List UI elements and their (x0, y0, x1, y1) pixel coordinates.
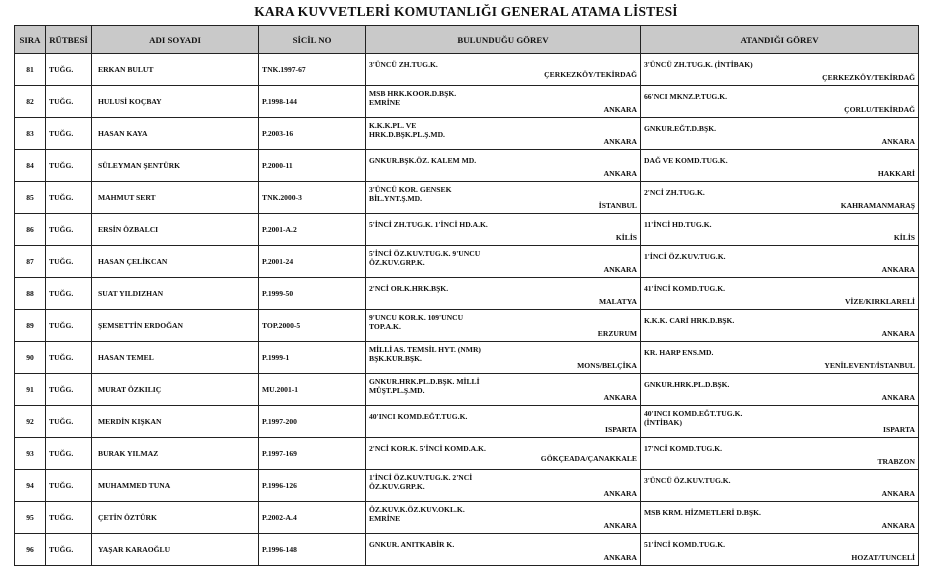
cell-rutbe: TUĞG. (46, 150, 92, 182)
cell-sira: 86 (15, 214, 46, 246)
cell-bulundugu-gorev-line-1: K.K.K.PL. VE (369, 121, 417, 130)
cell-atandigi-gorev-line-1: 3'ÜNCÜ ZH.TUG.K. (İNTİBAK) (644, 60, 753, 69)
cell-bulundugu-gorev-title (369, 345, 481, 363)
cell-atandigi-gorev-line-1: 2'NCİ ZH.TUG.K. (644, 188, 705, 197)
cell-sira: 83 (15, 118, 46, 150)
cell-atandigi-gorev-location: YENİLEVENT/İSTANBUL (824, 361, 915, 370)
cell-bulundugu-gorev-title (369, 505, 465, 523)
cell-bulundugu-gorev (366, 438, 641, 470)
cell-atandigi-gorev-title (644, 220, 712, 229)
cell-atandigi-gorev-location: ANKARA (881, 489, 915, 498)
table-row (15, 406, 919, 438)
cell-bulundugu-gorev-title (369, 185, 452, 203)
cell-bulundugu-gorev (366, 374, 641, 406)
cell-ad-soyadi: SÜLEYMAN ŞENTÜRK (92, 150, 259, 182)
cell-bulundugu-gorev (366, 278, 641, 310)
cell-atandigi-gorev-line-1: GNKUR.EĞT.D.BŞK. (644, 124, 717, 133)
cell-bulundugu-gorev-title (369, 412, 467, 421)
cell-bulundugu-gorev-location: İSTANBUL (598, 201, 637, 210)
cell-bulundugu-gorev-line-1: ÖZ.KUV.K.ÖZ.KUV.OKL.K. (369, 505, 465, 514)
cell-ad-soyadi: BURAK YILMAZ (92, 438, 259, 470)
cell-rutbe: TUĞG. (46, 278, 92, 310)
cell-rutbe: TUĞG. (46, 374, 92, 406)
cell-bulundugu-gorev-title (369, 156, 476, 165)
cell-atandigi-gorev-line-1: 3'ÜNCÜ ÖZ.KUV.TUG.K. (644, 476, 731, 485)
table-row (15, 86, 919, 118)
cell-atandigi-gorev-location: ANKARA (881, 329, 915, 338)
cell-bulundugu-gorev-line-2: MÜŞT.PL.Ş.MD. (369, 386, 425, 395)
cell-bulundugu-gorev-line-2: EMRİNE (369, 514, 401, 523)
cell-atandigi-gorev-title (644, 540, 725, 549)
cell-rutbe: TUĞG. (46, 502, 92, 534)
cell-sira: 92 (15, 406, 46, 438)
cell-sira: 81 (15, 54, 46, 86)
cell-sicil-no: P.2000-11 (259, 150, 366, 182)
cell-sicil-no: MU.2001-1 (259, 374, 366, 406)
cell-ad-soyadi: ÇETİN ÖZTÜRK (92, 502, 259, 534)
cell-bulundugu-gorev-location: GÖKÇEADA/ÇANAKKALE (540, 454, 637, 463)
cell-sicil-no: TOP.2000-5 (259, 310, 366, 342)
cell-bulundugu-gorev (366, 86, 641, 118)
cell-atandigi-gorev (641, 406, 919, 438)
cell-atandigi-gorev-line-1: KR. HARP ENS.MD. (644, 348, 714, 357)
cell-ad-soyadi: MUHAMMED TUNA (92, 470, 259, 502)
cell-atandigi-gorev-line-1: 11'İNCİ HD.TUG.K. (644, 220, 712, 229)
cell-bulundugu-gorev (366, 534, 641, 566)
cell-atandigi-gorev (641, 534, 919, 566)
cell-atandigi-gorev (641, 470, 919, 502)
header-sira: SIRA (15, 26, 46, 54)
cell-atandigi-gorev-location: ANKARA (881, 137, 915, 146)
cell-bulundugu-gorev-line-2: ÖZ.KUV.GRP.K. (369, 258, 425, 267)
cell-bulundugu-gorev-title (369, 540, 454, 549)
cell-atandigi-gorev-title (644, 92, 727, 101)
cell-atandigi-gorev-line-1: 66'NCI MKNZ.P.TUG.K. (644, 92, 728, 101)
cell-bulundugu-gorev-line-1: GNKUR. ANITKABİR K. (369, 540, 455, 549)
cell-bulundugu-gorev-title (369, 473, 472, 491)
cell-sicil-no: P.1997-169 (259, 438, 366, 470)
table-row (15, 342, 919, 374)
cell-bulundugu-gorev-line-1: 2'NCİ KOR.K. 5'İNCİ KOMD.A.K. (369, 444, 486, 453)
table-row (15, 150, 919, 182)
cell-rutbe: TUĞG. (46, 438, 92, 470)
cell-bulundugu-gorev-location: ERZURUM (597, 329, 637, 338)
cell-atandigi-gorev-location: HOZAT/TUNCELİ (851, 553, 915, 562)
cell-atandigi-gorev-location: ÇERKEZKÖY/TEKİRDAĞ (822, 73, 915, 82)
header-atandigi-gorev: ATANDIĞI GÖREV (641, 26, 919, 54)
cell-ad-soyadi: HASAN KAYA (92, 118, 259, 150)
cell-bulundugu-gorev (366, 406, 641, 438)
cell-atandigi-gorev (641, 246, 919, 278)
cell-bulundugu-gorev-line-2: ÖZ.KUV.GRP.K. (369, 482, 425, 491)
cell-atandigi-gorev-line-1: GNKUR.HRK.PL.D.BŞK. (644, 380, 730, 389)
cell-atandigi-gorev-title (644, 380, 729, 389)
cell-bulundugu-gorev (366, 310, 641, 342)
cell-bulundugu-gorev (366, 150, 641, 182)
cell-sira: 94 (15, 470, 46, 502)
table-row (15, 54, 919, 86)
cell-atandigi-gorev-line-1: 17'NCİ KOMD.TUG.K. (644, 444, 723, 453)
document-title: KARA KUVVETLERİ KOMUTANLIĞI GENERAL ATAMA LİSTESİ (254, 4, 678, 19)
table-row (15, 374, 919, 406)
cell-bulundugu-gorev-title (369, 249, 480, 267)
cell-rutbe: TUĞG. (46, 182, 92, 214)
cell-bulundugu-gorev-title (369, 284, 448, 293)
table-row (15, 310, 919, 342)
cell-atandigi-gorev-title (644, 156, 728, 165)
cell-bulundugu-gorev-title (369, 89, 456, 107)
cell-bulundugu-gorev-line-1: 3'ÜNCÜ KOR. GENSEK (369, 185, 452, 194)
cell-ad-soyadi: ŞEMSETTİN ERDOĞAN (92, 310, 259, 342)
cell-bulundugu-gorev-title (369, 220, 488, 229)
cell-sira: 89 (15, 310, 46, 342)
cell-atandigi-gorev-title (644, 409, 742, 427)
cell-rutbe: TUĞG. (46, 246, 92, 278)
cell-sicil-no: P.2001-A.2 (259, 214, 366, 246)
cell-atandigi-gorev-location: TRABZON (877, 457, 915, 466)
header-sicil-no: SİCİL NO (259, 26, 366, 54)
table-header (15, 26, 919, 54)
cell-ad-soyadi: MERDİN KIŞKAN (92, 406, 259, 438)
cell-bulundugu-gorev-location: ISPARTA (605, 425, 637, 434)
cell-bulundugu-gorev-line-2: BŞK.KUR.BŞK. (369, 354, 422, 363)
header-ad-soyadi: ADI SOYADI (92, 26, 259, 54)
cell-ad-soyadi: HASAN ÇELİKCAN (92, 246, 259, 278)
cell-bulundugu-gorev-line-1: MİLLİ AS. TEMSİL HYT. (NMR) (369, 345, 481, 354)
cell-sicil-no: P.1999-50 (259, 278, 366, 310)
cell-atandigi-gorev-title (644, 252, 726, 261)
cell-bulundugu-gorev-location: MONS/BELÇİKA (577, 361, 637, 370)
table-row (15, 246, 919, 278)
cell-atandigi-gorev-line-1: 41'İNCİ KOMD.TUG.K. (644, 284, 726, 293)
cell-atandigi-gorev-line-1: 1'İNCİ ÖZ.KUV.TUG.K. (644, 252, 726, 261)
cell-sicil-no: P.2003-16 (259, 118, 366, 150)
cell-bulundugu-gorev-title (369, 313, 463, 331)
cell-atandigi-gorev-line-1: 40'INCI KOMD.EĞT.TUG.K. (644, 409, 743, 418)
cell-bulundugu-gorev-line-1: 9'UNCU KOR.K. 109'UNCU (369, 313, 464, 322)
cell-bulundugu-gorev-line-1: 2'NCİ OR.K.HRK.BŞK. (369, 284, 449, 293)
assignment-table (14, 25, 919, 566)
header-bulundugu-gorev: BULUNDUĞU GÖREV (366, 26, 641, 54)
cell-ad-soyadi: HULUSİ KOÇBAY (92, 86, 259, 118)
cell-rutbe: TUĞG. (46, 310, 92, 342)
cell-bulundugu-gorev-location: ANKARA (603, 137, 637, 146)
cell-bulundugu-gorev-title (369, 60, 438, 69)
table-row (15, 182, 919, 214)
table-row (15, 534, 919, 566)
cell-bulundugu-gorev-line-1: MSB HRK.KOOR.D.BŞK. (369, 89, 457, 98)
cell-bulundugu-gorev-location: ANKARA (603, 169, 637, 178)
cell-bulundugu-gorev (366, 214, 641, 246)
cell-atandigi-gorev-title (644, 60, 753, 69)
cell-atandigi-gorev-title (644, 348, 713, 357)
cell-bulundugu-gorev-line-1: 3'ÜNCÜ ZH.TUG.K. (369, 60, 438, 69)
cell-bulundugu-gorev (366, 342, 641, 374)
cell-atandigi-gorev-location: HAKKARİ (877, 169, 915, 178)
cell-sira: 96 (15, 534, 46, 566)
cell-bulundugu-gorev-line-1: 40'INCI KOMD.EĞT.TUG.K. (369, 412, 468, 421)
cell-rutbe: TUĞG. (46, 470, 92, 502)
cell-atandigi-gorev-line-1: 51'İNCİ KOMD.TUG.K. (644, 540, 726, 549)
table-row (15, 438, 919, 470)
cell-sira: 95 (15, 502, 46, 534)
cell-atandigi-gorev-location: KİLİS (893, 233, 915, 242)
cell-atandigi-gorev-title (644, 476, 731, 485)
cell-rutbe: TUĞG. (46, 406, 92, 438)
cell-atandigi-gorev (641, 118, 919, 150)
cell-bulundugu-gorev (366, 118, 641, 150)
cell-sira: 88 (15, 278, 46, 310)
cell-bulundugu-gorev-location: ANKARA (603, 105, 637, 114)
cell-sicil-no: P.1996-148 (259, 534, 366, 566)
cell-atandigi-gorev-line-2: (İNTİBAK) (644, 418, 682, 427)
cell-atandigi-gorev-title (644, 284, 725, 293)
table-row (15, 278, 919, 310)
table-body (15, 54, 919, 566)
cell-sicil-no: TNK.1997-67 (259, 54, 366, 86)
header-rutbe: RÜTBESİ (46, 26, 92, 54)
cell-atandigi-gorev (641, 86, 919, 118)
cell-sira: 91 (15, 374, 46, 406)
cell-sira: 82 (15, 86, 46, 118)
cell-bulundugu-gorev-line-2: TOP.A.K. (369, 322, 401, 331)
cell-bulundugu-gorev-line-1: GNKUR.HRK.PL.D.BŞK. MİLLİ (369, 377, 480, 386)
cell-atandigi-gorev (641, 342, 919, 374)
cell-atandigi-gorev (641, 150, 919, 182)
cell-atandigi-gorev-location: ANKARA (881, 265, 915, 274)
cell-sira: 93 (15, 438, 46, 470)
cell-atandigi-gorev-line-1: DAĞ VE KOMD.TUG.K. (644, 156, 728, 165)
cell-bulundugu-gorev-line-1: 5'İNCİ ZH.TUG.K. 1'İNCİ HD.A.K. (369, 220, 488, 229)
cell-atandigi-gorev-title (644, 508, 761, 517)
cell-bulundugu-gorev-location: ANKARA (603, 265, 637, 274)
cell-sicil-no: P.1997-200 (259, 406, 366, 438)
cell-ad-soyadi: ERKAN BULUT (92, 54, 259, 86)
cell-ad-soyadi: MURAT ÖZKILIÇ (92, 374, 259, 406)
cell-atandigi-gorev (641, 310, 919, 342)
cell-sira: 85 (15, 182, 46, 214)
table-row (15, 470, 919, 502)
cell-bulundugu-gorev-line-2: BİL.YNT.Ş.MD. (369, 194, 423, 203)
cell-ad-soyadi: YAŞAR KARAOĞLU (92, 534, 259, 566)
cell-bulundugu-gorev-line-2: HRK.D.BŞK.PL.Ş.MD. (369, 130, 445, 139)
cell-ad-soyadi: SUAT YILDIZHAN (92, 278, 259, 310)
cell-sicil-no: P.2002-A.4 (259, 502, 366, 534)
cell-ad-soyadi: HASAN TEMEL (92, 342, 259, 374)
cell-ad-soyadi: MAHMUT SERT (92, 182, 259, 214)
cell-bulundugu-gorev (366, 182, 641, 214)
cell-atandigi-gorev (641, 182, 919, 214)
table-row (15, 118, 919, 150)
cell-atandigi-gorev-line-1: MSB KRM. HİZMETLERİ D.BŞK. (644, 508, 761, 517)
cell-sicil-no: P.2001-24 (259, 246, 366, 278)
cell-sicil-no: P.1999-1 (259, 342, 366, 374)
cell-bulundugu-gorev-location: ANKARA (603, 489, 637, 498)
cell-sicil-no: P.1998-144 (259, 86, 366, 118)
cell-atandigi-gorev-line-1: K.K.K. CARİ HRK.D.BŞK. (644, 316, 735, 325)
cell-rutbe: TUĞG. (46, 86, 92, 118)
cell-rutbe: TUĞG. (46, 54, 92, 86)
cell-bulundugu-gorev-location: KİLİS (615, 233, 637, 242)
cell-bulundugu-gorev-title (369, 377, 480, 395)
cell-atandigi-gorev-title (644, 124, 716, 133)
cell-bulundugu-gorev (366, 54, 641, 86)
cell-bulundugu-gorev-title (369, 121, 445, 139)
cell-bulundugu-gorev (366, 470, 641, 502)
cell-bulundugu-gorev (366, 246, 641, 278)
cell-atandigi-gorev-location: KAHRAMANMARAŞ (840, 201, 915, 210)
cell-atandigi-gorev-title (644, 316, 734, 325)
table-row (15, 502, 919, 534)
cell-atandigi-gorev (641, 374, 919, 406)
cell-atandigi-gorev-location: ÇORLU/TEKİRDAĞ (844, 105, 915, 114)
cell-sicil-no: P.1996-126 (259, 470, 366, 502)
cell-rutbe: TUĞG. (46, 214, 92, 246)
cell-sira: 84 (15, 150, 46, 182)
cell-atandigi-gorev (641, 502, 919, 534)
cell-atandigi-gorev (641, 54, 919, 86)
cell-atandigi-gorev-location: ANKARA (881, 393, 915, 402)
cell-sira: 87 (15, 246, 46, 278)
table-row (15, 214, 919, 246)
cell-atandigi-gorev (641, 438, 919, 470)
cell-bulundugu-gorev-location: MALATYA (599, 297, 637, 306)
cell-atandigi-gorev-location: VİZE/KIRKLARELİ (844, 297, 915, 306)
cell-rutbe: TUĞG. (46, 342, 92, 374)
cell-atandigi-gorev-location: ANKARA (881, 521, 915, 530)
cell-sicil-no: TNK.2000-3 (259, 182, 366, 214)
cell-atandigi-gorev-title (644, 444, 722, 453)
cell-atandigi-gorev (641, 214, 919, 246)
cell-bulundugu-gorev-line-1: 1'İNCİ ÖZ.KUV.TUG.K. 2'NCİ (369, 473, 473, 482)
cell-sira: 90 (15, 342, 46, 374)
cell-rutbe: TUĞG. (46, 118, 92, 150)
cell-bulundugu-gorev-line-1: 5'İNCİ ÖZ.KUV.TUG.K. 9'UNCU (369, 249, 481, 258)
cell-atandigi-gorev-title (644, 188, 705, 197)
cell-bulundugu-gorev-location: ANKARA (603, 553, 637, 562)
cell-rutbe: TUĞG. (46, 534, 92, 566)
cell-bulundugu-gorev-location: ANKARA (603, 393, 637, 402)
cell-atandigi-gorev (641, 278, 919, 310)
cell-bulundugu-gorev-line-2: EMRİNE (369, 98, 401, 107)
cell-bulundugu-gorev (366, 502, 641, 534)
cell-bulundugu-gorev-title (369, 444, 486, 453)
cell-ad-soyadi: ERSİN ÖZBALCI (92, 214, 259, 246)
cell-bulundugu-gorev-line-1: GNKUR.BŞK.ÖZ. KALEM MD. (369, 156, 477, 165)
cell-bulundugu-gorev-location: ÇERKEZKÖY/TEKİRDAĞ (544, 70, 637, 79)
cell-bulundugu-gorev-location: ANKARA (603, 521, 637, 530)
cell-atandigi-gorev-location: ISPARTA (883, 425, 915, 434)
